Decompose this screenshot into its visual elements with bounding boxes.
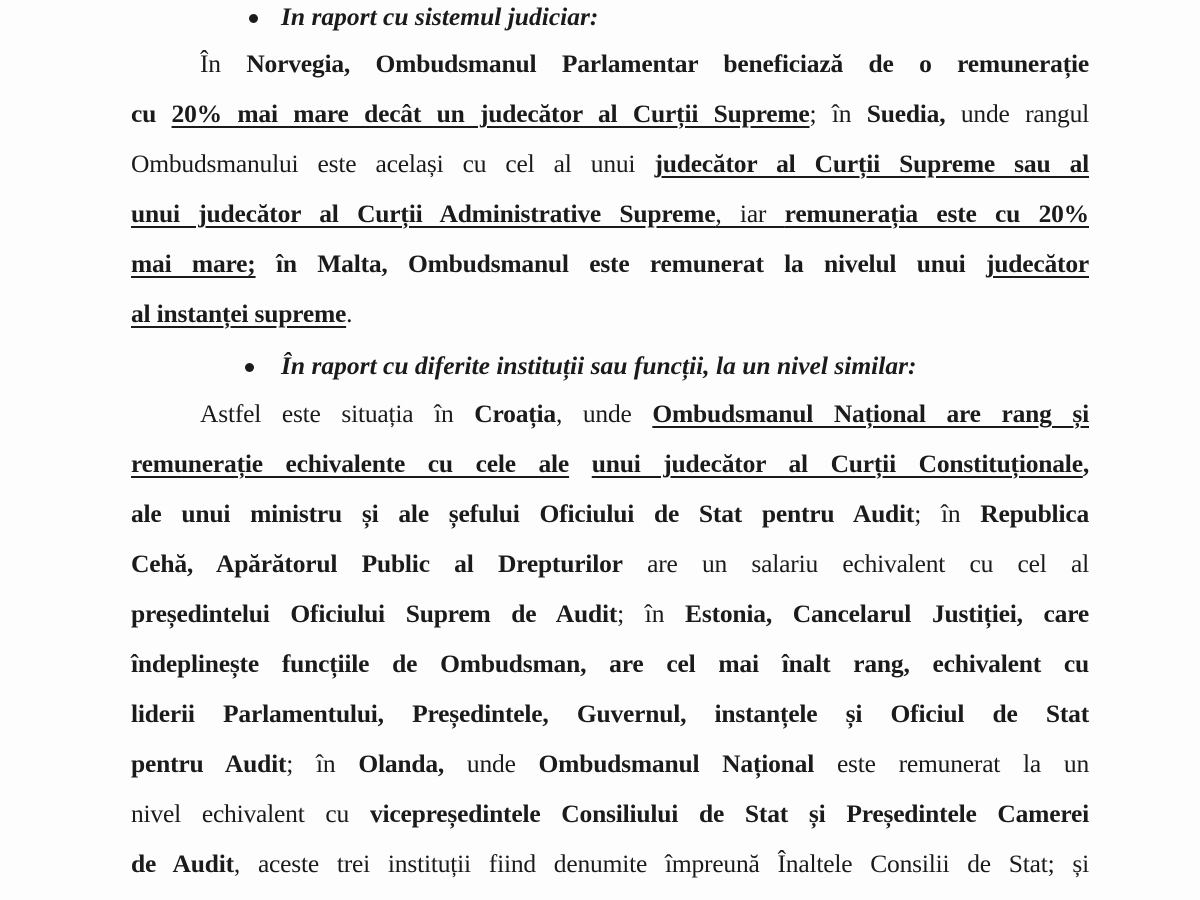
paragraph-line — [131, 697, 1089, 731]
text-run-bold: Ombudsmanul Național — [538, 749, 815, 778]
text-run-bold: pentru Audit — [131, 749, 287, 778]
bullet-heading-institutions: În raport cu diferite instituții sau funcții, la un nivel similar: — [281, 351, 917, 380]
text-run: ; în — [286, 749, 359, 778]
text-run-bold: în Malta, Ombudsmanul este remunerat la nivelul unui — [255, 249, 986, 278]
text-run-bold-underlined: judecător al Curții Supreme sau al — [654, 149, 1090, 178]
text-run-bold: Cehă, Apărătorul Public al Drepturilor — [131, 549, 623, 578]
text-run-bold: de Audit — [131, 849, 234, 878]
text-run: , unde — [555, 399, 653, 428]
text-run: Ombudsmanului este același cu cel al unui — [131, 149, 655, 178]
paragraph-line — [131, 647, 1089, 681]
paragraph-line — [131, 797, 1089, 831]
paragraph-line — [131, 847, 1089, 881]
text-run-bold: Norvegia, Ombudsmanul Parlamentar beneficiază de o remunerație — [246, 49, 1089, 78]
text-run-bold-underlined: unui judecător al Curții Constituționale — [591, 449, 1083, 478]
text-run: ; în — [809, 99, 867, 128]
text-run-bold: vicepreședintele Consiliului de Stat și Președintele Camerei — [369, 799, 1089, 828]
paragraph-line — [131, 747, 1089, 781]
paragraph-line — [131, 97, 1089, 131]
text-run-bold: Republica — [980, 499, 1089, 528]
paragraph-line — [200, 397, 1089, 431]
paragraph-line — [200, 47, 1089, 81]
text-run: nivel echivalent cu — [131, 799, 370, 828]
bullet-heading-judicial: In raport cu sistemul judiciar: — [281, 2, 599, 31]
text-run: unde rangul — [945, 99, 1090, 128]
text-run: ; în — [617, 599, 686, 628]
text-run-bold: îndeplinește funcțiile de Ombudsman, are cel mai înalt rang, echivalent cu — [131, 649, 1089, 678]
text-run-underlined: , iar — [715, 199, 785, 228]
text-run: Astfel este situația în — [200, 399, 475, 428]
paragraph-line — [131, 247, 1089, 281]
text-run-bold-underlined: unui judecător al Curții Administrative Supreme — [131, 199, 716, 228]
paragraph-line — [131, 497, 1089, 531]
paragraph-line — [131, 197, 1089, 231]
text-run-bold: președintelui Oficiului Suprem de Audit — [131, 599, 618, 628]
text-run: ; în — [914, 499, 981, 528]
text-run: unde — [444, 749, 539, 778]
text-run-bold: , — [1082, 449, 1090, 478]
text-run-bold: ale unui ministru și ale șefului Oficiului de Stat pentru Audit — [131, 499, 915, 528]
text-run: este remunerat la un — [814, 749, 1089, 778]
text-run-bold-underlined: remunerația este cu 20% — [784, 199, 1089, 228]
paragraph-line — [131, 147, 1089, 181]
text-run: , aceste trei instituții fiind denumite împreună Înaltele Consilii de Stat; și — [233, 849, 1089, 878]
paragraph-line — [131, 547, 1089, 581]
text-run-bold: Croația — [474, 399, 556, 428]
text-run-bold: cu — [131, 99, 172, 128]
text-run-bold-underlined: judecător — [985, 249, 1089, 278]
bullet-icon — [245, 363, 254, 372]
paragraph-line — [131, 297, 1089, 331]
text-run-bold-underlined: 20% mai mare decât un judecător al Curții Supreme — [171, 99, 810, 128]
text-run: . — [346, 299, 353, 328]
text-run-bold: Estonia, Cancelarul Justiției, care — [685, 599, 1090, 628]
text-run-bold: Suedia, — [866, 99, 946, 128]
paragraph-line — [131, 597, 1089, 631]
bullet-icon — [249, 14, 258, 23]
text-run-bold-underlined: remunerație echivalente cu cele ale — [131, 449, 570, 478]
text-run-bold-underlined: mai mare; — [131, 249, 256, 278]
text-run: are un salariu echivalent cu cel al — [622, 549, 1089, 578]
text-run-bold-underlined: Ombudsmanul Național are rang și — [652, 399, 1089, 428]
text-run-bold: liderii Parlamentului, Președintele, Guvernul, instanțele și Oficiul de Stat — [131, 699, 1089, 728]
text-run-bold: Olanda, — [358, 749, 445, 778]
text-run: În — [200, 49, 247, 78]
paragraph-line — [131, 447, 1089, 481]
text-run — [569, 449, 592, 478]
text-run-bold-underlined: al instanței supreme — [131, 299, 347, 328]
